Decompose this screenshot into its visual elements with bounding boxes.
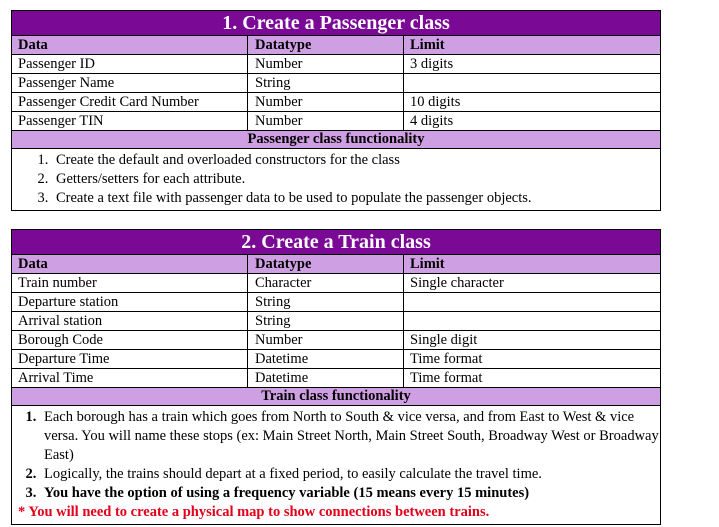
- train-table-title: 2. Create a Train class: [12, 230, 661, 255]
- table-row: [12, 112, 661, 131]
- cell-datatype: String: [248, 74, 404, 93]
- header-datatype: Datatype: [248, 36, 404, 55]
- cell-data: Passenger Credit Card Number: [12, 93, 248, 112]
- cell-datatype: Datetime: [248, 369, 404, 388]
- cell-limit: 10 digits: [404, 93, 661, 112]
- functionality-title: Passenger class functionality: [12, 131, 661, 149]
- cell-limit: 4 digits: [404, 112, 661, 131]
- table-row: [12, 331, 661, 350]
- train-header-row: [12, 255, 661, 274]
- header-data: Data: [12, 36, 248, 55]
- table-row: [12, 369, 661, 388]
- table-row: [12, 74, 661, 93]
- cell-limit: [404, 74, 661, 93]
- list-item: 1. Create the default and overloaded constructors for the class: [52, 151, 660, 170]
- functionality-list-cell: [12, 149, 661, 211]
- list-item: 3. Create a text file with passenger data to be used to populate the passenger objects.: [52, 189, 660, 208]
- cell-limit: 3 digits: [404, 55, 661, 74]
- cell-datatype: Number: [248, 112, 404, 131]
- cell-datatype: String: [248, 293, 404, 312]
- table-row: [12, 93, 661, 112]
- cell-datatype: Number: [248, 93, 404, 112]
- cell-limit: Single character: [404, 274, 661, 293]
- header-limit: Limit: [404, 255, 661, 274]
- cell-data: Departure station: [12, 293, 248, 312]
- train-functionality-header: [12, 388, 661, 406]
- passenger-table-title: 1. Create a Passenger class: [12, 11, 661, 36]
- cell-data: Borough Code: [12, 331, 248, 350]
- cell-data: Arrival Time: [12, 369, 248, 388]
- cell-limit: Single digit: [404, 331, 661, 350]
- list-item: 2. Logically, the trains should depart at a fixed period, to easily calculate the travel time.: [40, 465, 660, 484]
- passenger-header-row: [12, 36, 661, 55]
- list-item: 2. Getters/setters for each attribute.: [52, 170, 660, 189]
- cell-data: Passenger TIN: [12, 112, 248, 131]
- cell-limit: Time format: [404, 350, 661, 369]
- train-class-table: [11, 229, 661, 525]
- cell-datatype: Datetime: [248, 350, 404, 369]
- table-row: [12, 312, 661, 331]
- passenger-title-row: [12, 11, 661, 36]
- cell-data: Departure Time: [12, 350, 248, 369]
- passenger-functionality-header: [12, 131, 661, 149]
- functionality-title: Train class functionality: [12, 388, 661, 406]
- passenger-functionality-row: [12, 149, 661, 211]
- physical-map-note: * You will need to create a physical map to show connections between trains.: [18, 504, 490, 520]
- functionality-list: [12, 151, 660, 208]
- header-limit: Limit: [404, 36, 661, 55]
- cell-data: Passenger Name: [12, 74, 248, 93]
- table-row: [12, 55, 661, 74]
- header-data: Data: [12, 255, 248, 274]
- cell-limit: [404, 293, 661, 312]
- train-title-row: [12, 230, 661, 255]
- table-row: [12, 293, 661, 312]
- table-row: [12, 274, 661, 293]
- train-functionality-row: [12, 406, 661, 525]
- header-datatype: Datatype: [248, 255, 404, 274]
- cell-limit: Time format: [404, 369, 661, 388]
- cell-limit: [404, 312, 661, 331]
- cell-datatype: Number: [248, 55, 404, 74]
- cell-datatype: Number: [248, 331, 404, 350]
- cell-data: Passenger ID: [12, 55, 248, 74]
- list-item: 1. Each borough has a train which goes from North to South & vice versa, and from East to West & vice versa. You will name these stops (ex: Main Street North, Main Street South, Broadway West or Broadway East): [40, 408, 660, 465]
- cell-data: Arrival station: [12, 312, 248, 331]
- list-item: 3. You have the option of using a frequency variable (15 means every 15 minutes): [40, 484, 660, 503]
- cell-data: Train number: [12, 274, 248, 293]
- functionality-list-cell: [12, 406, 661, 525]
- functionality-list: [12, 408, 660, 503]
- passenger-class-table: [11, 10, 661, 211]
- table-row: [12, 350, 661, 369]
- cell-datatype: Character: [248, 274, 404, 293]
- cell-datatype: String: [248, 312, 404, 331]
